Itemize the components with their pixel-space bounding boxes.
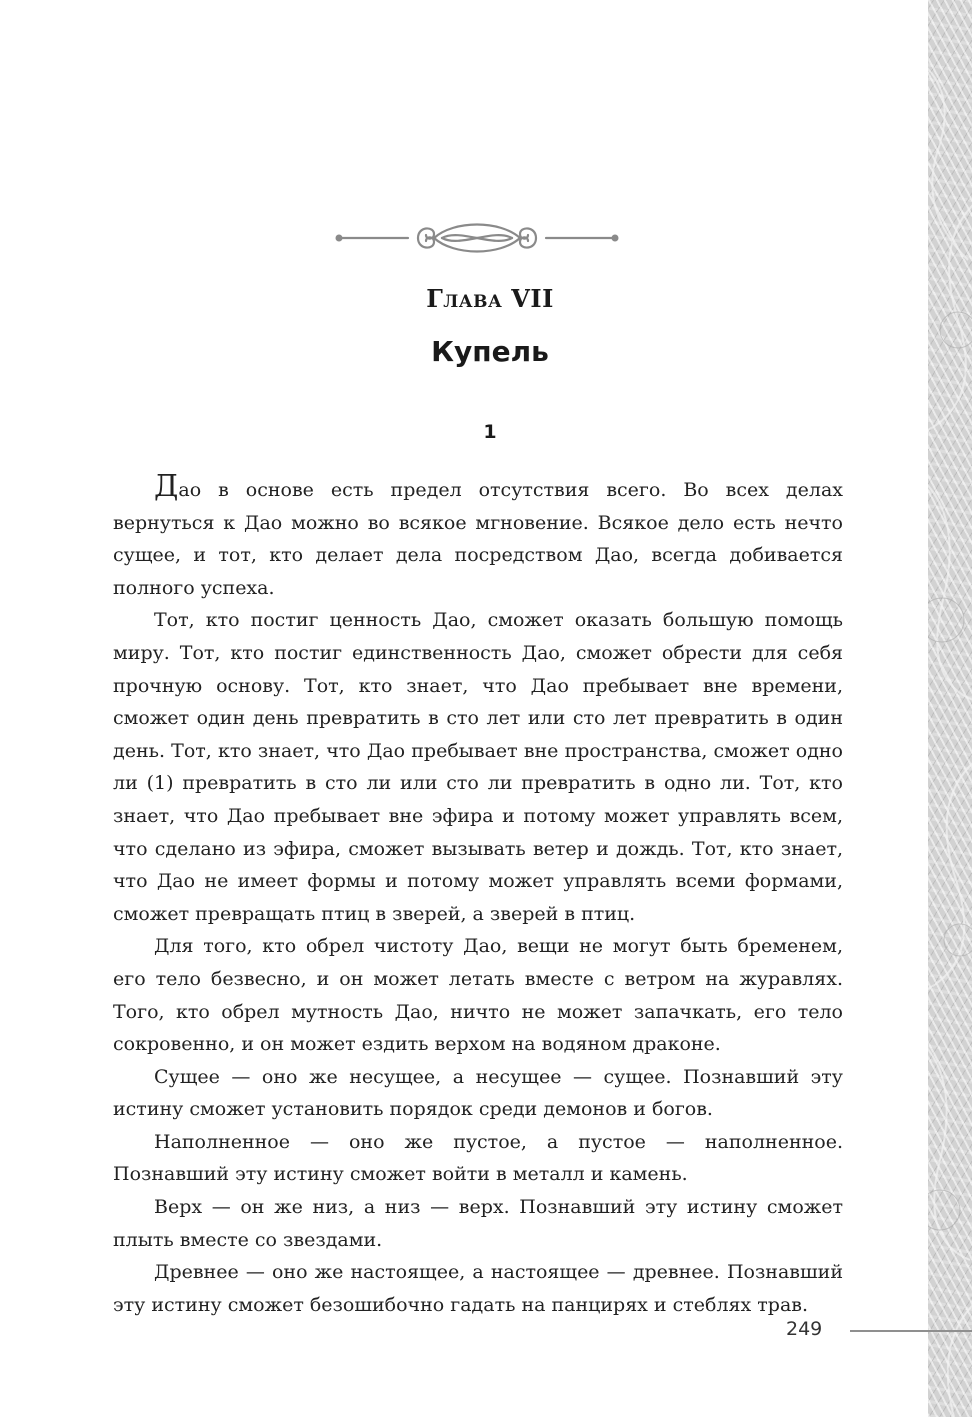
paragraph-4: Сущее — оно же несущее, а несущее — сущее. Познавший эту истину сможет установить порядок среди демонов и богов. [113, 1065, 843, 1121]
paragraph-7: Древнее — оно же настоящее, а настоящее — древнее. Познавший эту истину сможет безошибочно гадать на панцирях и стеблях трав. [113, 1261, 843, 1316]
section-number: 1 [483, 421, 497, 443]
paragraph-1-text: ао в основе есть предел отсутствия всего. Во всех делах вернуться к Дао можно во всякое мгновение. Всякое дело есть нечто сущее, и тот, кто делает дела посредством Дао, всегда добивается полного успеха. [113, 479, 843, 599]
page-number-rule [850, 1330, 972, 1332]
paragraph-3: Для того, кто обрел чистоту Дао, вещи не могут быть бременем, его тело безвесно, и он может летать вместе с ветром на журавлях. Того, кто обрел мутность Дао, ничто не может запачкать, его тело сокровенно, и он может ездить верхом на водяном драконе. [113, 935, 843, 1056]
body-text [113, 469, 843, 1321]
chapter-ornament [334, 214, 620, 262]
chapter-label: Глава VII [426, 284, 554, 313]
decorative-side-band [928, 0, 972, 1417]
paragraph-1 [113, 469, 843, 604]
page-number: 249 [786, 1318, 823, 1340]
paragraph-2: Тот, кто постиг ценность Дао, сможет оказать большую помощь миру. Тот, кто постиг единственность Дао, сможет обрести для себя прочную основу. Тот, кто знает, что Дао пребывает вне времени, сможет один день превратить в сто лет или сто лет превратить в один день. Тот, кто знает, что Дао пребывает вне пространства, сможет одно ли (1) превратить в сто ли или сто ли превратить в одно ли. Тот, кто знает, что Дао пребывает вне эфира и потому может управлять всем, что сделано из эфира, сможет вызывать ветер и дождь. Тот, кто знает, что Дао не имеет формы и потому может управлять всеми формами, сможет превращать птиц в зверей, а зверей в птиц. [113, 609, 843, 925]
paragraph-5: Наполненное — оно же пустое, а пустое — наполненное. Познавший эту истину сможет войти в металл и камень. [113, 1130, 843, 1186]
paragraph-initial: Д [154, 469, 179, 504]
chapter-title: Купель [431, 335, 549, 368]
side-band-pattern [928, 0, 972, 1417]
paragraph-6: Верх — он же низ, а низ — верх. Познавший эту истину сможет плыть вместе со звездами. [113, 1196, 843, 1251]
